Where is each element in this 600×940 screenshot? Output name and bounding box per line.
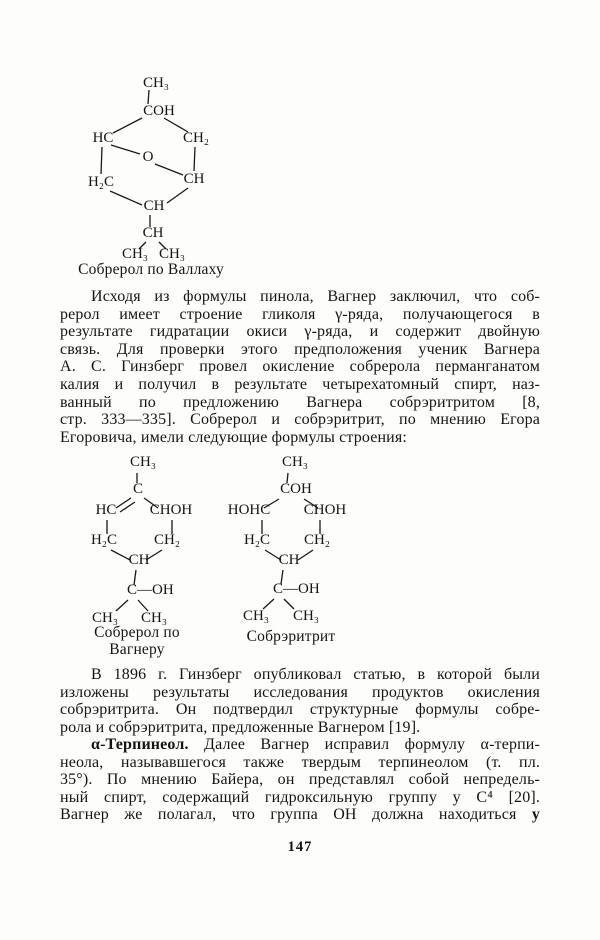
atom-label: CH — [128, 552, 150, 568]
text-line: 35°). По мнению Байера, он представлял собой непредель- — [60, 771, 540, 789]
figure-caption-sobrerythrite: Собрэритрит — [246, 628, 336, 645]
atom-label: CHOH — [149, 502, 193, 518]
structure-sobrerol-wagner — [80, 450, 210, 630]
bond — [111, 550, 130, 560]
atom-label: CH — [183, 171, 205, 187]
page-number: 147 — [287, 839, 313, 855]
text-line: В 1896 г. Гинзберг опубликовал статью, в которой были — [91, 666, 540, 683]
atom-label: CH₃ — [129, 454, 157, 470]
paragraph-3 — [60, 736, 540, 824]
paragraph-1 — [60, 288, 540, 446]
atom-label: CH₃ — [242, 608, 270, 624]
atom-label: H₂C — [243, 532, 271, 548]
atom-label: CH — [142, 225, 164, 241]
atom-label: HOHC — [227, 502, 271, 518]
text-line — [60, 736, 540, 754]
text-line: ный спирт, содержащий гидроксильную группу у С⁴ [20]. — [60, 788, 540, 806]
atom-label: COH — [143, 103, 175, 119]
text-line: калия и получил в результате четырехатомный спирт, наз- — [60, 375, 540, 393]
text-line: стр. 333—335]. Собрерол и собрэритрит, по мнению Егора — [60, 411, 540, 429]
figure-caption-wallach: Собрерол по Валлаху — [78, 261, 224, 278]
atom-label: CHOH — [303, 502, 347, 518]
caption-line: Вагнеру — [109, 641, 165, 658]
text-line — [60, 806, 540, 824]
bond — [110, 191, 142, 205]
text-run: Вагнер же полагал, что группа ОН должна находиться — [60, 806, 517, 824]
atom-label: C—OH — [127, 582, 174, 598]
atom-label: CH₃ — [142, 75, 170, 91]
structure-sobrerol-wallach — [80, 70, 245, 268]
text-line: собрэритрита. Он подтвердил структурные формулы собре- — [60, 701, 540, 719]
atom-label: CH — [143, 198, 165, 214]
text-line: рерол имеет строение гликоля γ-ряда, получающегося в — [60, 305, 540, 323]
bond — [148, 90, 149, 104]
bond — [194, 147, 195, 171]
atom-label: H₂C — [87, 174, 115, 190]
bond — [167, 188, 188, 203]
atom-label: C — [132, 481, 144, 497]
bond — [155, 164, 183, 175]
atom-label: O — [142, 149, 154, 165]
atom-label: CH₃ — [158, 246, 186, 262]
atom-label: CH₃ — [281, 454, 309, 470]
atom-label: CH₃ — [140, 610, 168, 626]
atom-label: CH₃ — [292, 608, 320, 624]
text-line: результате гидратации окиси γ-ряда, и содержит двойную — [60, 323, 540, 341]
atom-label: COH — [280, 481, 312, 497]
paragraph-2 — [60, 666, 540, 736]
atom-label: H₂C — [90, 532, 118, 548]
text-line: Егоровича, имели следующие формулы строения: — [60, 428, 407, 446]
atom-label: CH₂ — [182, 130, 210, 146]
text-line: А. С. Гинзберг провел окисление собрерола перманганатом — [60, 358, 540, 376]
text-line: изложены результаты исследования продуктов окисления — [60, 683, 540, 701]
bond — [101, 147, 102, 174]
structure-sobrerythrite — [225, 450, 365, 630]
text-line: Исходя из формулы пинола, Вагнер заключил, что соб- — [91, 288, 540, 305]
text-line: связь. Для проверки этого предположения ученик Вагнера — [60, 340, 540, 358]
bond — [298, 550, 313, 560]
atom-label: HC — [95, 502, 117, 518]
atom-label: CH₂ — [153, 532, 181, 548]
caption-line: Собрерол по — [94, 624, 180, 641]
atom-label: HC — [92, 130, 114, 146]
atom-label: CH₃ — [121, 246, 149, 262]
term-alpha-terpineol: α-Терпинеол. — [91, 736, 189, 753]
bond — [111, 145, 140, 154]
bold-letter: у — [531, 806, 540, 824]
text-line: ванный по предложению Вагнера собрэритритом [8, — [60, 393, 540, 411]
figure-caption-wagner — [77, 624, 197, 658]
text-line: неола, называвшегося также твердым терпинеолом (т. пл. — [60, 753, 540, 771]
bond — [113, 118, 142, 133]
atom-label: CH — [278, 552, 300, 568]
atom-label: C—OH — [273, 581, 320, 597]
text-run: Далее Вагнер исправил формулу α-терпи- — [204, 736, 540, 753]
text-line: рола и собрэритрита, предложенные Вагнером [19]. — [60, 718, 421, 736]
atom-label: CH₂ — [303, 532, 331, 548]
atom-label: CH₃ — [91, 610, 119, 626]
